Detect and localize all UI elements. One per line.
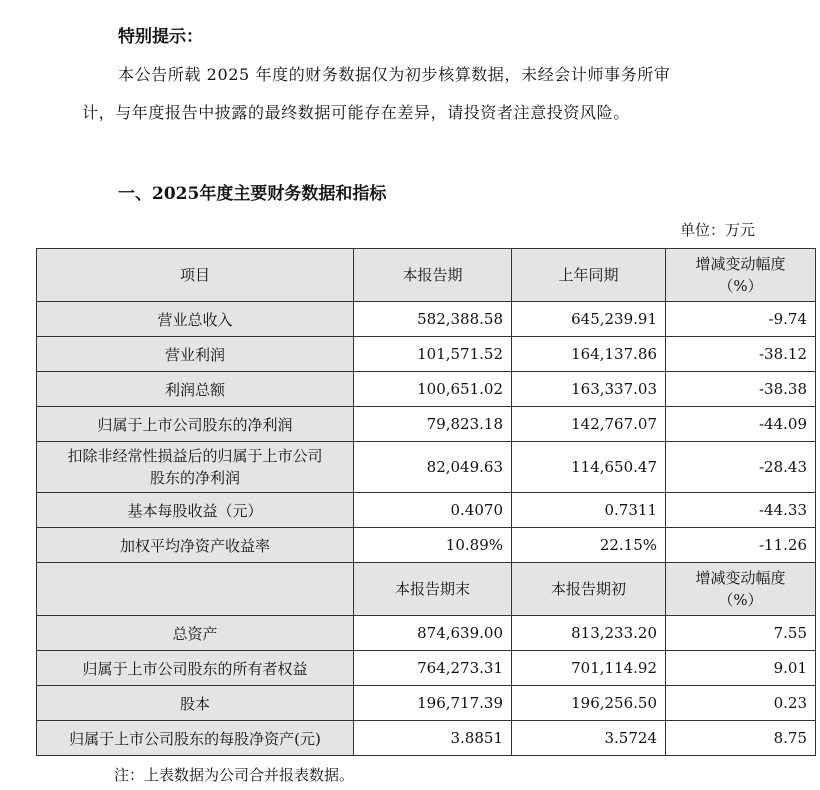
header-change-line1: 增减变动幅度 xyxy=(695,255,786,273)
table-row xyxy=(37,407,816,442)
row-change: 8.75 xyxy=(666,721,816,756)
table-row xyxy=(37,442,816,493)
row-prior: 645,239.91 xyxy=(512,302,666,337)
subheader-change-line2: （%） xyxy=(718,591,763,609)
row-current: 582,388.58 xyxy=(354,302,512,337)
row-current: 874,639.00 xyxy=(354,616,512,651)
subheader-change xyxy=(666,563,816,616)
table-row xyxy=(37,651,816,686)
subheader-prior: 本报告期初 xyxy=(512,563,666,616)
row-prior: 22.15% xyxy=(512,528,666,563)
table-header-row xyxy=(37,249,816,302)
section-title: 一、2025年度主要财务数据和指标 xyxy=(118,184,387,204)
row-current: 0.4070 xyxy=(354,493,512,528)
row-label: 加权平均净资产收益率 xyxy=(37,528,354,563)
row-current: 101,571.52 xyxy=(354,337,512,372)
row-prior: 3.5724 xyxy=(512,721,666,756)
notice-title: 特别提示： xyxy=(118,27,203,47)
row-prior: 164,137.86 xyxy=(512,337,666,372)
row-prior: 163,337.03 xyxy=(512,372,666,407)
header-change-line2: （%） xyxy=(718,277,763,295)
table-row xyxy=(37,686,816,721)
row-change: -44.09 xyxy=(666,407,816,442)
table-row xyxy=(37,721,816,756)
table-row xyxy=(37,528,816,563)
table-row xyxy=(37,372,816,407)
notice-paragraph-line1: 本公告所载 2025 年度的财务数据仅为初步核算数据，未经会计师事务所审 xyxy=(118,65,671,84)
header-item: 项目 xyxy=(37,249,354,302)
table-subheader-row xyxy=(37,563,816,616)
header-change xyxy=(666,249,816,302)
row-label: 归属于上市公司股东的净利润 xyxy=(37,407,354,442)
row-label: 营业利润 xyxy=(37,337,354,372)
row-current: 764,273.31 xyxy=(354,651,512,686)
row-current: 3.8851 xyxy=(354,721,512,756)
row-change: 7.55 xyxy=(666,616,816,651)
row-label: 基本每股收益（元） xyxy=(37,493,354,528)
row-change: -44.33 xyxy=(666,493,816,528)
notice-paragraph-line2: 计，与年度报告中披露的最终数据可能存在差异，请投资者注意投资风险。 xyxy=(82,103,630,122)
subheader-change-line1: 增减变动幅度 xyxy=(695,569,786,587)
row-change: -38.38 xyxy=(666,372,816,407)
row-label: 归属于上市公司股东的所有者权益 xyxy=(37,651,354,686)
row-prior: 0.7311 xyxy=(512,493,666,528)
row-current: 82,049.63 xyxy=(354,442,512,493)
row-change: -9.74 xyxy=(666,302,816,337)
row-change: -28.43 xyxy=(666,442,816,493)
unit-label: 单位：万元 xyxy=(680,221,756,239)
row-prior: 114,650.47 xyxy=(512,442,666,493)
table-row xyxy=(37,493,816,528)
row-label-line1: 扣除非经常性损益后的归属于上市公司 xyxy=(67,447,323,465)
row-label: 股本 xyxy=(37,686,354,721)
row-change: -38.12 xyxy=(666,337,816,372)
row-change: 0.23 xyxy=(666,686,816,721)
row-label: 归属于上市公司股东的每股净资产(元) xyxy=(37,721,354,756)
header-current: 本报告期 xyxy=(354,249,512,302)
row-label: 营业总收入 xyxy=(37,302,354,337)
row-current: 196,717.39 xyxy=(354,686,512,721)
table-row xyxy=(37,616,816,651)
financial-data-table xyxy=(36,248,816,756)
table-row xyxy=(37,302,816,337)
header-prior: 上年同期 xyxy=(512,249,666,302)
row-change: 9.01 xyxy=(666,651,816,686)
row-label: 利润总额 xyxy=(37,372,354,407)
subheader-item xyxy=(37,563,354,616)
row-current: 10.89% xyxy=(354,528,512,563)
row-current: 100,651.02 xyxy=(354,372,512,407)
row-prior: 142,767.07 xyxy=(512,407,666,442)
row-label xyxy=(37,442,354,493)
row-prior: 701,114.92 xyxy=(512,651,666,686)
row-label: 总资产 xyxy=(37,616,354,651)
subheader-current: 本报告期末 xyxy=(354,563,512,616)
row-label-line2: 股东的净利润 xyxy=(149,469,240,487)
row-prior: 196,256.50 xyxy=(512,686,666,721)
table-footnote: 注：上表数据为公司合并报表数据。 xyxy=(114,766,355,784)
row-current: 79,823.18 xyxy=(354,407,512,442)
row-prior: 813,233.20 xyxy=(512,616,666,651)
row-change: -11.26 xyxy=(666,528,816,563)
table-row xyxy=(37,337,816,372)
